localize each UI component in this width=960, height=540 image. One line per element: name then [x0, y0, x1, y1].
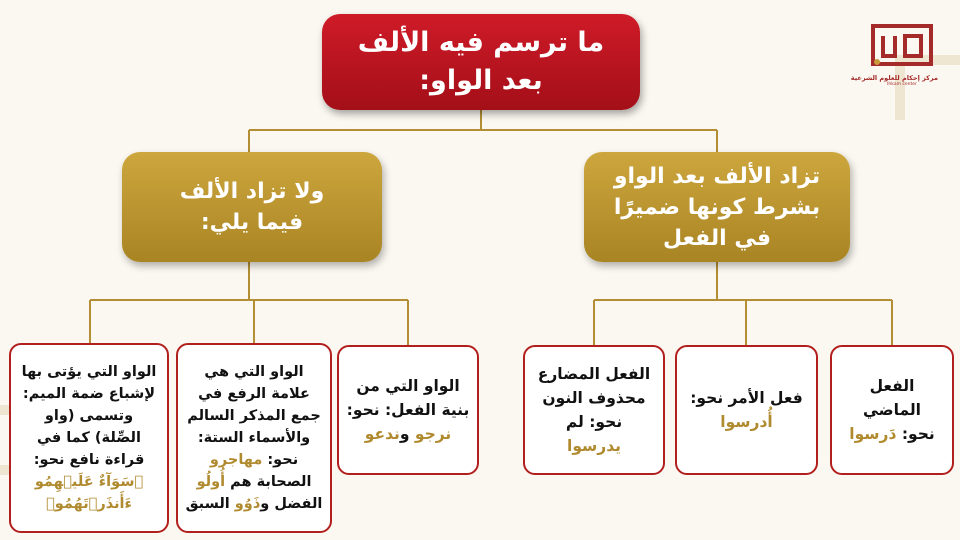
- leaf-line: الفعل الماضي: [862, 377, 921, 419]
- right-branch-line-2: بشرط كونها ضميرًا: [613, 194, 821, 220]
- leaf-example: أُولُو: [196, 474, 226, 490]
- leaf-example-line: [849, 422, 934, 446]
- root-line-1: ما ترسم فيه الألف: [357, 27, 605, 58]
- leaf-example: ذَوُو: [234, 496, 261, 512]
- leaf-example: نرجو: [414, 425, 452, 443]
- leaf-text: الصحابة هم: [225, 474, 312, 490]
- leaf-line: الواو التي من: [356, 377, 460, 395]
- leaf-example: ءَأَنذَرۡتَهُمُو﴾: [46, 496, 132, 512]
- leaf-mudari: [523, 345, 665, 475]
- leaf-line: الصِّلة) كما في: [37, 430, 141, 446]
- leaf-example-line: [186, 493, 323, 515]
- left-branch-node: [122, 152, 382, 262]
- leaf-waw-raf: [176, 343, 332, 533]
- right-branch-node: [584, 152, 850, 262]
- leaf-line: بنية الفعل: نحو:: [346, 401, 470, 419]
- leaf-line: قراءة نافع نحو:: [33, 452, 145, 468]
- leaf-waw-binya: [337, 345, 479, 475]
- leaf-amr: [675, 345, 818, 475]
- leaf-example: دَرسوا: [849, 425, 897, 443]
- leaf-madi: [830, 345, 954, 475]
- leaf-text: نحو:: [896, 425, 935, 443]
- logo-mark-icon: [867, 22, 937, 68]
- leaf-line: محذوف النون: [542, 389, 646, 407]
- leaf-line: فعل الأمر نحو:: [690, 389, 803, 407]
- right-branch-line-3: في الفعل: [663, 225, 772, 251]
- leaf-line: علامة الرفع في: [198, 386, 310, 402]
- leaf-line: والأسماء الستة:: [197, 430, 311, 446]
- right-branch-line-1: تزاد الألف بعد الواو: [613, 163, 821, 189]
- logo-tagline: Ihkam center: [887, 82, 917, 87]
- root-line-2: بعد الواو:: [419, 65, 543, 96]
- logo-subtitle: مركز إحكام للعلوم الشرعية: [850, 74, 938, 82]
- leaf-example: ﴿سَوَآءٌ عَلَيۡهِمُو: [34, 474, 144, 490]
- leaf-text: نحو:: [262, 452, 299, 468]
- leaf-line: لإشباع ضمة الميم:: [22, 386, 156, 402]
- leaf-text: و: [399, 425, 415, 443]
- left-branch-line-2: فيما يلي:: [200, 210, 304, 235]
- leaf-line: نحو: لم: [565, 413, 623, 431]
- left-branch-line-1: ولا تزاد الألف: [179, 179, 325, 204]
- leaf-line: جمع المذكر السالم: [187, 408, 321, 424]
- center-logo: [850, 22, 938, 92]
- leaf-example-line: [197, 471, 312, 493]
- leaf-line: الواو التي يؤتى بها: [21, 364, 157, 380]
- leaf-text: السبق: [185, 496, 235, 512]
- leaf-example: ندعو: [364, 425, 400, 443]
- leaf-waw-alsila: [9, 343, 169, 533]
- leaf-example: يدرسوا: [567, 437, 621, 455]
- leaf-example-line: [365, 422, 451, 446]
- leaf-line: الواو التي هي: [204, 364, 304, 380]
- leaf-line: وتسمى (واو: [44, 408, 134, 424]
- leaf-example: مهاجرو: [209, 452, 263, 468]
- leaf-example: أُدرسوا: [720, 413, 773, 431]
- leaf-text: الفضل و: [260, 496, 323, 512]
- leaf-line: الفعل المضارع: [537, 365, 651, 383]
- root-node: [322, 14, 640, 110]
- leaf-example-line: [210, 449, 298, 471]
